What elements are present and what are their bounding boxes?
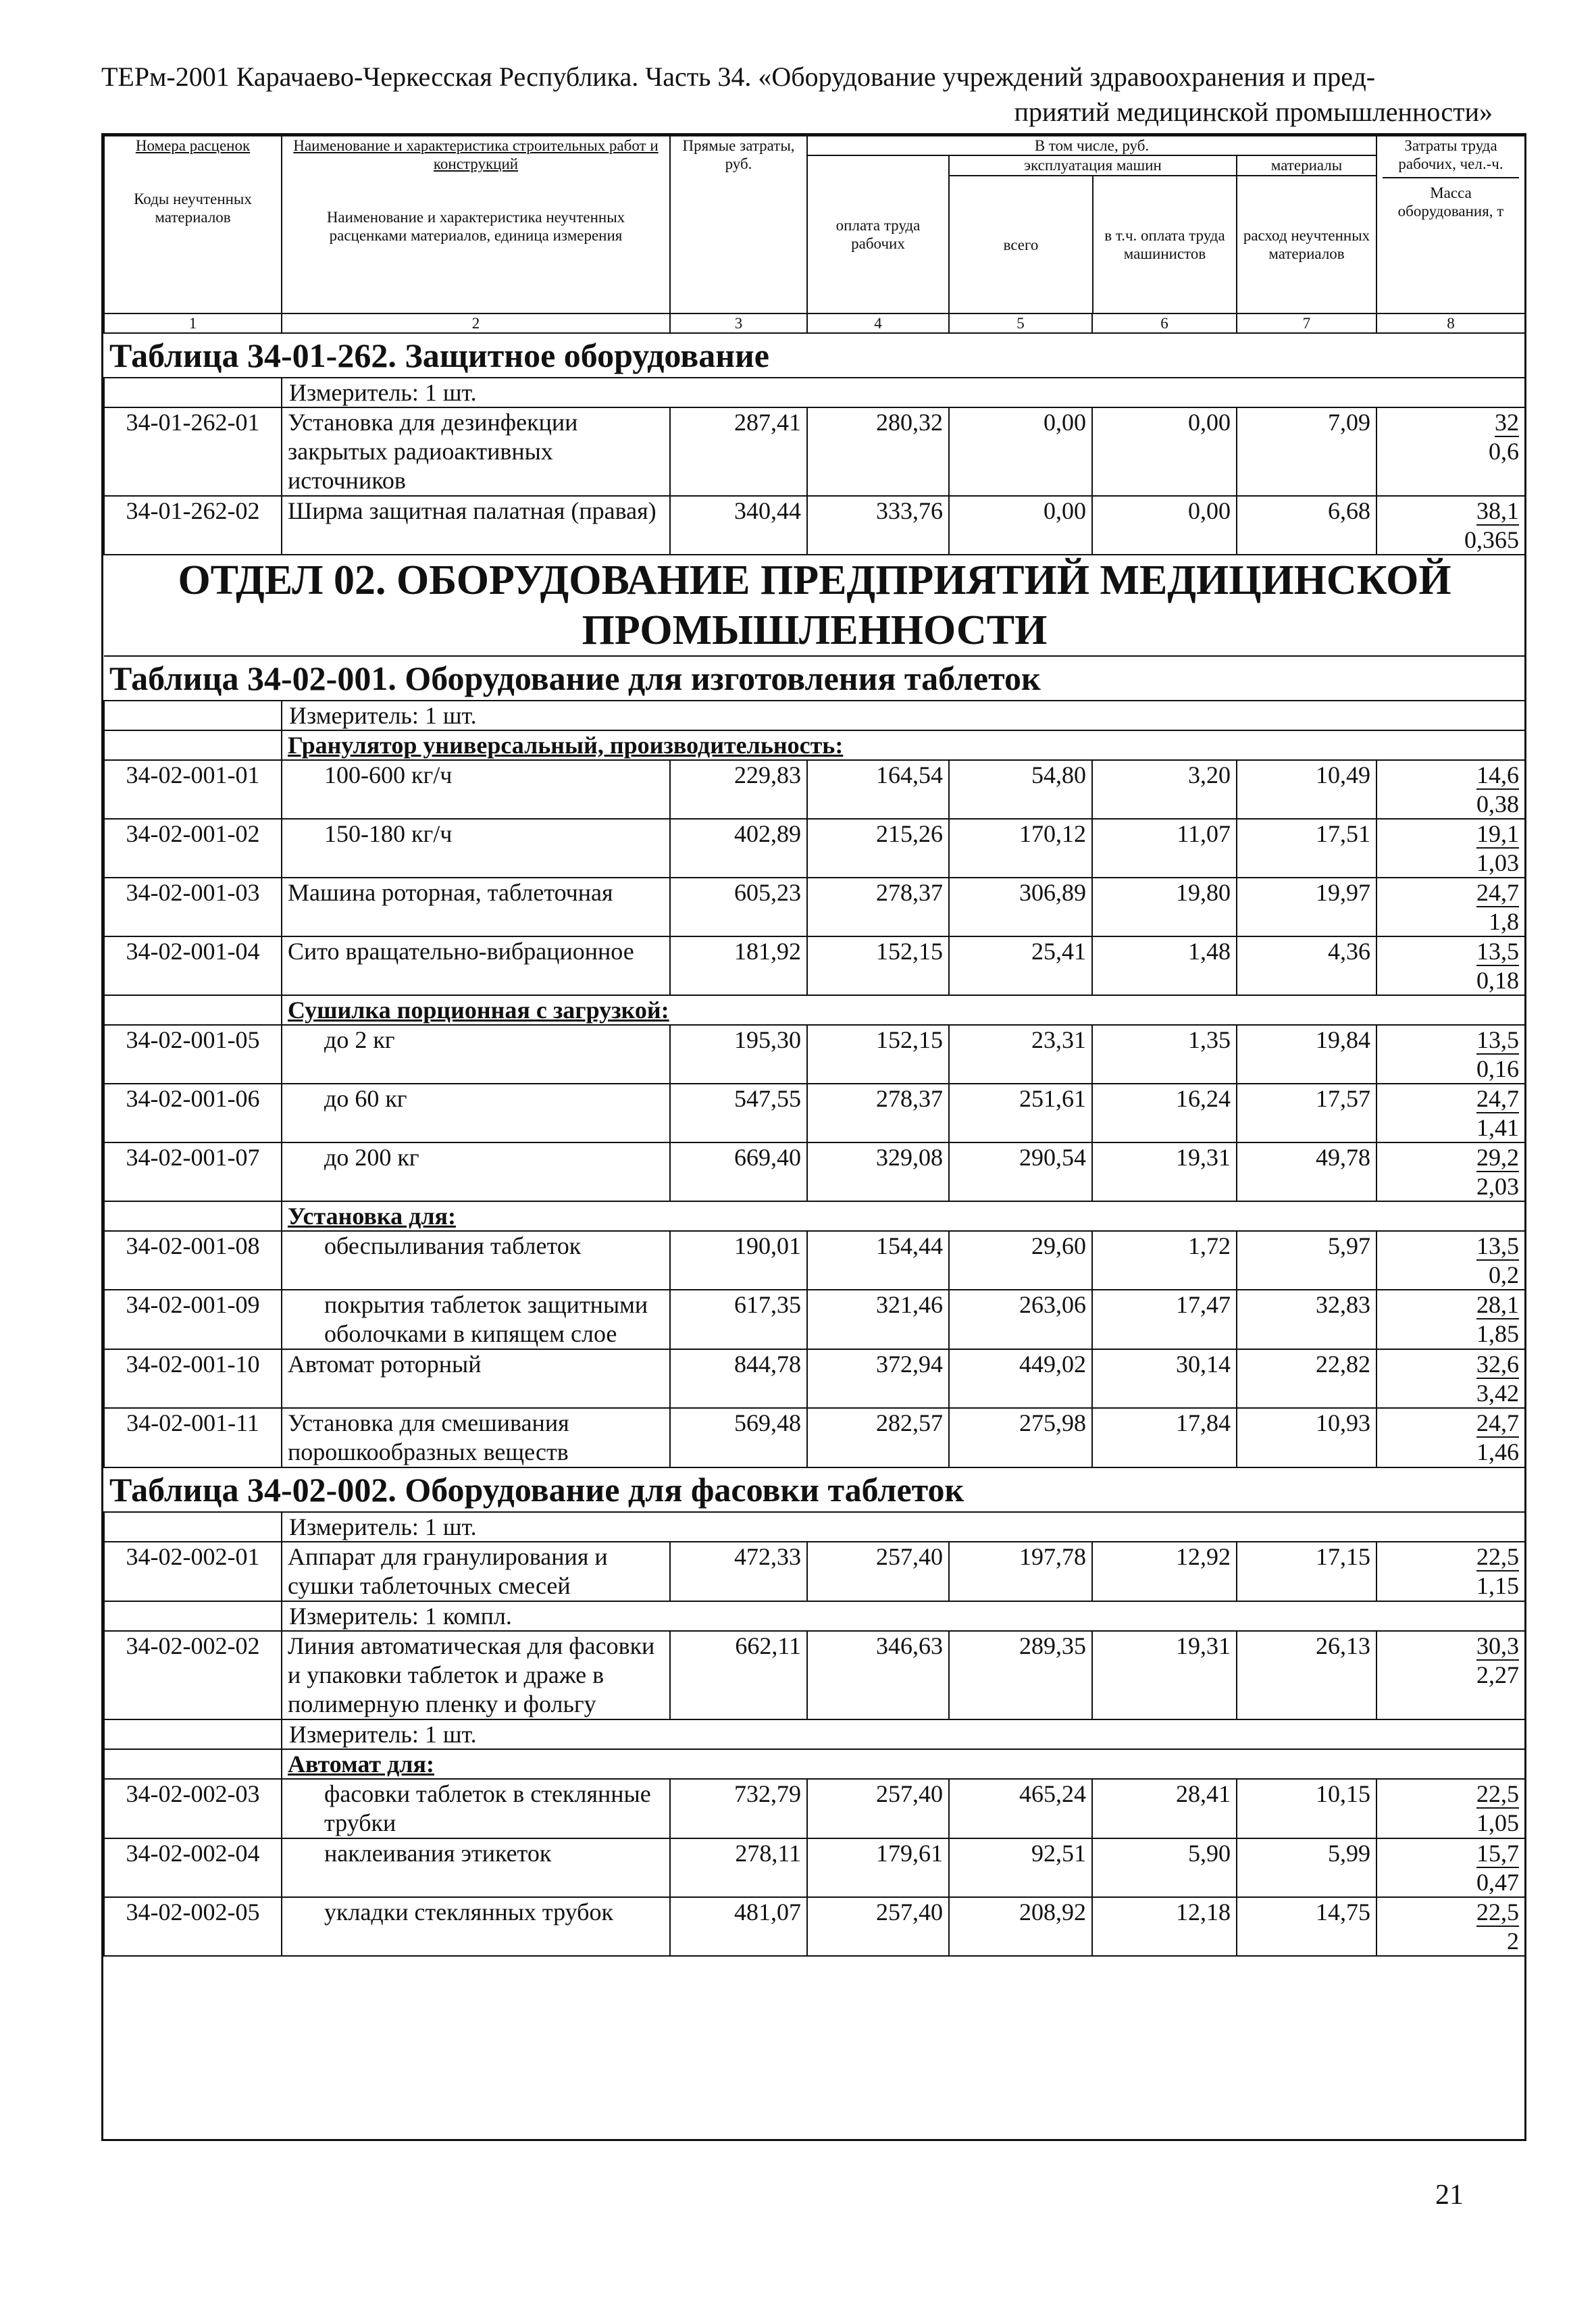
materials-cost: 4,36 [1237,936,1376,995]
labor-hours-mass [1376,1349,1525,1408]
col-num-6: 6 [1092,313,1237,333]
machine-cost: 23,31 [949,1025,1092,1084]
materials-cost: 17,51 [1237,819,1376,878]
col-num-1: 1 [104,313,282,333]
machine-cost: 251,61 [949,1084,1092,1142]
direct-cost: 481,07 [670,1897,807,1956]
table-row [104,878,1525,936]
labor-cost: 282,57 [807,1408,949,1467]
machinist-labor-cost: 30,14 [1092,1349,1237,1408]
labor-cost: 280,32 [807,407,949,496]
labor-hours: 24,7 [1476,1085,1520,1112]
col-num-3: 3 [670,313,807,333]
labor-cost: 164,54 [807,760,949,819]
labor-hours: 22,5 [1476,1898,1520,1926]
t002-unit1-row [104,1512,1525,1542]
materials-cost: 5,99 [1237,1838,1376,1897]
dept-title: ОТДЕЛ 02. ОБОРУДОВАНИЕ ПРЕДПРИЯТИЙ МЕДИЦИНСКОЙ ПРОМЫШЛЕННОСТИ [104,555,1525,656]
equipment-mass: 2,03 [1476,1173,1520,1200]
equipment-mass: 0,47 [1476,1869,1520,1896]
materials-cost: 17,15 [1237,1542,1376,1601]
t002-unit2-row [104,1601,1525,1631]
labor-hours-mass [1376,1025,1525,1084]
t002-group-row [104,1749,1525,1779]
work-name: Машина роторная, таблеточная [282,878,670,936]
rate-code: 34-02-002-05 [104,1897,282,1956]
direct-cost: 287,41 [670,407,807,496]
materials-cost: 26,13 [1237,1631,1376,1719]
table-row [104,1838,1525,1897]
rate-code: 34-02-001-02 [104,819,282,878]
t002-group: Автомат для: [282,1749,1525,1779]
header-col1-top: Номера расценок [135,137,251,154]
rate-code: 34-02-001-08 [104,1231,282,1290]
labor-cost: 346,63 [807,1631,949,1719]
direct-cost: 617,35 [670,1290,807,1349]
labor-cost: 329,08 [807,1142,949,1201]
labor-hours: 13,5 [1476,1026,1520,1053]
table-002-title-row [104,1467,1525,1512]
machine-cost: 449,02 [949,1349,1092,1408]
labor-hours-mass [1376,1408,1525,1467]
machinist-labor-cost: 11,07 [1092,819,1237,878]
rate-code: 34-02-001-11 [104,1408,282,1467]
machine-cost: 465,24 [949,1779,1092,1838]
rate-code: 34-02-001-09 [104,1290,282,1349]
labor-hours: 14,6 [1476,761,1520,788]
machine-cost: 170,12 [949,819,1092,878]
machinist-labor-cost: 28,41 [1092,1779,1237,1838]
direct-cost: 662,11 [670,1631,807,1719]
equipment-mass: 0,18 [1476,967,1520,994]
header-col8 [1376,136,1525,313]
table-row [104,1408,1525,1467]
machine-cost: 0,00 [949,496,1092,555]
labor-hours-mass [1376,760,1525,819]
work-name: наклеивания этикеток [282,1838,670,1897]
t001-group1-spacer [104,730,282,760]
table-001-title-row [104,656,1525,701]
labor-hours: 13,5 [1476,1232,1520,1259]
header-exp-sub [950,176,1236,313]
work-name: до 60 кг [282,1084,670,1142]
table-row [104,819,1525,878]
table-row [104,760,1525,819]
direct-cost: 340,44 [670,496,807,555]
work-name: Автомат роторный [282,1349,670,1408]
direct-cost: 195,30 [670,1025,807,1084]
labor-cost: 278,37 [807,878,949,936]
machine-cost: 54,80 [949,760,1092,819]
t002-unit1: Измеритель: 1 шт. [282,1512,1525,1542]
header-col2-top: Наименование и характеристика строительных работ и конструкций [293,137,659,172]
rate-code: 34-02-001-06 [104,1084,282,1142]
rate-code: 34-02-001-03 [104,878,282,936]
direct-cost: 569,48 [670,1408,807,1467]
rate-code: 34-02-002-01 [104,1542,282,1601]
work-name: фасовки таблеток в стеклянные трубки [282,1779,670,1838]
machinist-labor-cost: 3,20 [1092,760,1237,819]
price-table-body [104,136,1525,1956]
materials-cost: 7,09 [1237,407,1376,496]
labor-cost: 257,40 [807,1779,949,1838]
labor-hours-mass [1376,936,1525,995]
labor-cost: 179,61 [807,1838,949,1897]
rate-code: 34-02-001-04 [104,936,282,995]
table-row [104,496,1525,555]
equipment-mass: 0,2 [1489,1261,1520,1288]
header-col-numbers [104,313,1525,333]
machinist-labor-cost: 16,24 [1092,1084,1237,1142]
labor-hours-mass [1376,1231,1525,1290]
machinist-labor-cost: 1,35 [1092,1025,1237,1084]
header-col7: расход неучтенных материалов [1243,227,1370,262]
running-head [101,59,1493,130]
header-row-1 [104,136,1525,155]
work-name: Сито вращательно-вибрационное [282,936,670,995]
rate-code: 34-02-002-02 [104,1631,282,1719]
labor-hours-mass [1376,1084,1525,1142]
materials-cost: 5,97 [1237,1231,1376,1290]
labor-cost: 333,76 [807,496,949,555]
equipment-mass: 1,85 [1476,1320,1520,1347]
direct-cost: 669,40 [670,1142,807,1201]
machine-cost: 263,06 [949,1290,1092,1349]
direct-cost: 844,78 [670,1349,807,1408]
table-row [104,1542,1525,1601]
col-num-2: 2 [282,313,670,333]
price-table-frame [101,133,1526,2141]
machine-cost: 275,98 [949,1408,1092,1467]
header-col5: всего [950,176,1093,313]
rate-code: 34-02-001-10 [104,1349,282,1408]
labor-cost: 372,94 [807,1349,949,1408]
labor-hours: 29,2 [1476,1144,1520,1171]
labor-hours: 30,3 [1476,1632,1520,1659]
labor-hours: 32 [1495,409,1520,436]
materials-cost: 32,83 [1237,1290,1376,1349]
equipment-mass: 1,15 [1476,1572,1520,1599]
machine-cost: 290,54 [949,1142,1092,1201]
materials-cost: 49,78 [1237,1142,1376,1201]
machinist-labor-cost: 1,48 [1092,936,1237,995]
labor-hours-mass [1376,1142,1525,1201]
running-head-line2: приятий медицинской промышленности» [1014,97,1493,127]
labor-cost: 321,46 [807,1290,949,1349]
direct-cost: 190,01 [670,1231,807,1290]
machinist-labor-cost: 19,31 [1092,1142,1237,1201]
equipment-mass: 0,6 [1489,438,1520,465]
header-col8-top: Затраты труда рабочих, чел.-ч. [1383,136,1519,178]
labor-hours: 32,6 [1476,1351,1520,1378]
machine-cost: 29,60 [949,1231,1092,1290]
rate-code: 34-02-001-05 [104,1025,282,1084]
t262-unit-row [104,378,1525,407]
equipment-mass: 1,46 [1476,1438,1520,1465]
labor-hours-mass [1376,1838,1525,1897]
table-row [104,1025,1525,1084]
machinist-labor-cost: 12,18 [1092,1897,1237,1956]
header-col4: оплата труда рабочих [807,155,949,313]
t262-unit-spacer [104,378,282,407]
labor-hours: 22,5 [1476,1780,1520,1807]
equipment-mass: 1,03 [1476,849,1520,876]
materials-cost: 19,84 [1237,1025,1376,1084]
table-001-title: Таблица 34-02-001. Оборудование для изготовления таблеток [104,656,1525,701]
price-table [103,135,1526,1957]
work-name: до 200 кг [282,1142,670,1201]
labor-hours-mass [1376,1897,1525,1956]
work-name: Аппарат для гранулирования и сушки таблеточных смесей [282,1542,670,1601]
table-262-title-row [104,333,1525,378]
header-mat-title: материалы [1237,156,1376,176]
t002-unit1-spacer [104,1512,282,1542]
equipment-mass: 1,41 [1476,1114,1520,1141]
labor-hours-mass [1376,1542,1525,1601]
labor-cost: 215,26 [807,819,949,878]
direct-cost: 732,79 [670,1779,807,1838]
table-row [104,1897,1525,1956]
header-incl: В том числе, руб. [807,136,1376,155]
machine-cost: 306,89 [949,878,1092,936]
header-col6: в т.ч. оплата труда машинистов [1104,227,1225,262]
header-exp-title: эксплуатация машин [950,156,1236,176]
materials-cost: 14,75 [1237,1897,1376,1956]
header-col1 [104,136,282,313]
equipment-mass: 0,38 [1476,790,1520,818]
running-head-line1: ТЕРм-2001 Карачаево-Черкесская Республика. Часть 34. «Оборудование учреждений здравоохранения и пред- [101,61,1376,92]
t001-unit: Измеритель: 1 шт. [282,701,1525,730]
materials-cost: 17,57 [1237,1084,1376,1142]
machine-cost: 289,35 [949,1631,1092,1719]
machinist-labor-cost: 17,47 [1092,1290,1237,1349]
rate-code: 34-01-262-01 [104,407,282,496]
direct-cost: 402,89 [670,819,807,878]
materials-cost: 10,93 [1237,1408,1376,1467]
labor-hours: 13,5 [1476,938,1520,965]
labor-hours: 15,7 [1476,1840,1520,1867]
machinist-labor-cost: 1,72 [1092,1231,1237,1290]
labor-cost: 154,44 [807,1231,949,1290]
t001-group2: Сушилка порционная с загрузкой: [282,995,1525,1025]
table-262-title: Таблица 34-01-262. Защитное оборудование [104,333,1525,378]
machine-cost: 208,92 [949,1897,1092,1956]
rate-code: 34-02-002-04 [104,1838,282,1897]
materials-cost: 22,82 [1237,1349,1376,1408]
table-row [104,407,1525,496]
labor-cost: 257,40 [807,1542,949,1601]
labor-hours-mass [1376,819,1525,878]
work-name: Ширма защитная палатная (правая) [282,496,670,555]
t002-unit2-spacer [104,1601,282,1631]
header-exp [949,155,1237,313]
equipment-mass: 1,8 [1489,908,1520,935]
machinist-labor-cost: 0,00 [1092,407,1237,496]
direct-cost: 278,11 [670,1838,807,1897]
table-row [104,1231,1525,1290]
table-row [104,1349,1525,1408]
rate-code: 34-02-001-01 [104,760,282,819]
table-row [104,1142,1525,1201]
equipment-mass: 2,27 [1476,1661,1520,1688]
header-col2 [282,136,670,313]
t262-unit: Измеритель: 1 шт. [282,378,1525,407]
t001-group2-row [104,995,1525,1025]
labor-cost: 257,40 [807,1897,949,1956]
work-name: обеспыливания таблеток [282,1231,670,1290]
direct-cost: 547,55 [670,1084,807,1142]
materials-cost: 10,49 [1237,760,1376,819]
equipment-mass: 0,365 [1464,526,1520,553]
labor-cost: 278,37 [807,1084,949,1142]
machinist-labor-cost: 5,90 [1092,1838,1237,1897]
table-row [104,936,1525,995]
direct-cost: 472,33 [670,1542,807,1601]
equipment-mass: 1,05 [1476,1809,1520,1836]
t001-group3: Установка для: [282,1201,1525,1231]
materials-cost: 6,68 [1237,496,1376,555]
work-name: 100-600 кг/ч [282,760,670,819]
t002-unit3-spacer [104,1719,282,1749]
rate-code: 34-02-001-07 [104,1142,282,1201]
col-num-5: 5 [949,313,1092,333]
t002-unit3-row [104,1719,1525,1749]
labor-hours: 22,5 [1476,1543,1520,1570]
header-col2-bottom: Наименование и характеристика неучтенных расценками материалов, единица измерения [326,209,625,244]
direct-cost: 181,92 [670,936,807,995]
work-name: Установка для смешивания порошкообразных веществ [282,1408,670,1467]
work-name: покрытия таблеток защитными оболочками в кипящем слое [282,1290,670,1349]
table-row [104,1290,1525,1349]
table-002-title: Таблица 34-02-002. Оборудование для фасовки таблеток [104,1467,1525,1512]
equipment-mass: 3,42 [1476,1380,1520,1407]
col-num-7: 7 [1237,313,1376,333]
t002-unit2: Измеритель: 1 компл. [282,1601,1525,1631]
labor-hours: 38,1 [1476,497,1520,524]
labor-hours-mass [1376,407,1525,496]
t001-group3-row [104,1201,1525,1231]
direct-cost: 229,83 [670,760,807,819]
table-row [104,1631,1525,1719]
col-num-4: 4 [807,313,949,333]
labor-hours-mass [1376,496,1525,555]
labor-hours-mass [1376,1779,1525,1838]
dept-row [104,555,1525,656]
t002-unit3: Измеритель: 1 шт. [282,1719,1525,1749]
table-row [104,1779,1525,1838]
materials-cost: 19,97 [1237,878,1376,936]
t002-group-spacer [104,1749,282,1779]
work-name: 150-180 кг/ч [282,819,670,878]
work-name: укладки стеклянных трубок [282,1897,670,1956]
machinist-labor-cost: 19,80 [1092,878,1237,936]
labor-hours: 24,7 [1476,879,1520,906]
labor-hours-mass [1376,1290,1525,1349]
t001-group1: Гранулятор универсальный, производительность: [282,730,1525,760]
table-row [104,1084,1525,1142]
machine-cost: 25,41 [949,936,1092,995]
labor-hours: 24,7 [1476,1409,1520,1436]
labor-hours-mass [1376,878,1525,936]
work-name: до 2 кг [282,1025,670,1084]
machinist-labor-cost: 17,84 [1092,1408,1237,1467]
machine-cost: 92,51 [949,1838,1092,1897]
t001-group2-spacer [104,995,282,1025]
rate-code: 34-01-262-02 [104,496,282,555]
machinist-labor-cost: 0,00 [1092,496,1237,555]
rate-code: 34-02-002-03 [104,1779,282,1838]
labor-hours: 28,1 [1476,1291,1520,1318]
equipment-mass: 2 [1507,1928,1520,1955]
labor-hours-mass [1376,1631,1525,1719]
machine-cost: 0,00 [949,407,1092,496]
header-col1-bottom: Коды неучтенных материалов [134,191,252,226]
col-num-8: 8 [1376,313,1525,333]
header-col8-bottom: Масса оборудования, т [1397,184,1504,220]
page-number: 21 [1435,2180,1464,2211]
materials-cost: 10,15 [1237,1779,1376,1838]
direct-cost: 605,23 [670,878,807,936]
t001-group3-spacer [104,1201,282,1231]
labor-cost: 152,15 [807,936,949,995]
t001-group1-row [104,730,1525,760]
t001-unit-spacer [104,701,282,730]
labor-hours: 19,1 [1476,820,1520,847]
equipment-mass: 0,16 [1476,1055,1520,1082]
work-name: Линия автоматическая для фасовки и упаковки таблеток и драже в полимерную пленку и фольгу [282,1631,670,1719]
machinist-labor-cost: 12,92 [1092,1542,1237,1601]
machinist-labor-cost: 19,31 [1092,1631,1237,1719]
header-col3: Прямые затраты, руб. [670,136,807,313]
t001-unit-row [104,701,1525,730]
labor-cost: 152,15 [807,1025,949,1084]
header-mat [1237,155,1376,313]
work-name: Установка для дезинфекции закрытых радиоактивных источников [282,407,670,496]
machine-cost: 197,78 [949,1542,1092,1601]
